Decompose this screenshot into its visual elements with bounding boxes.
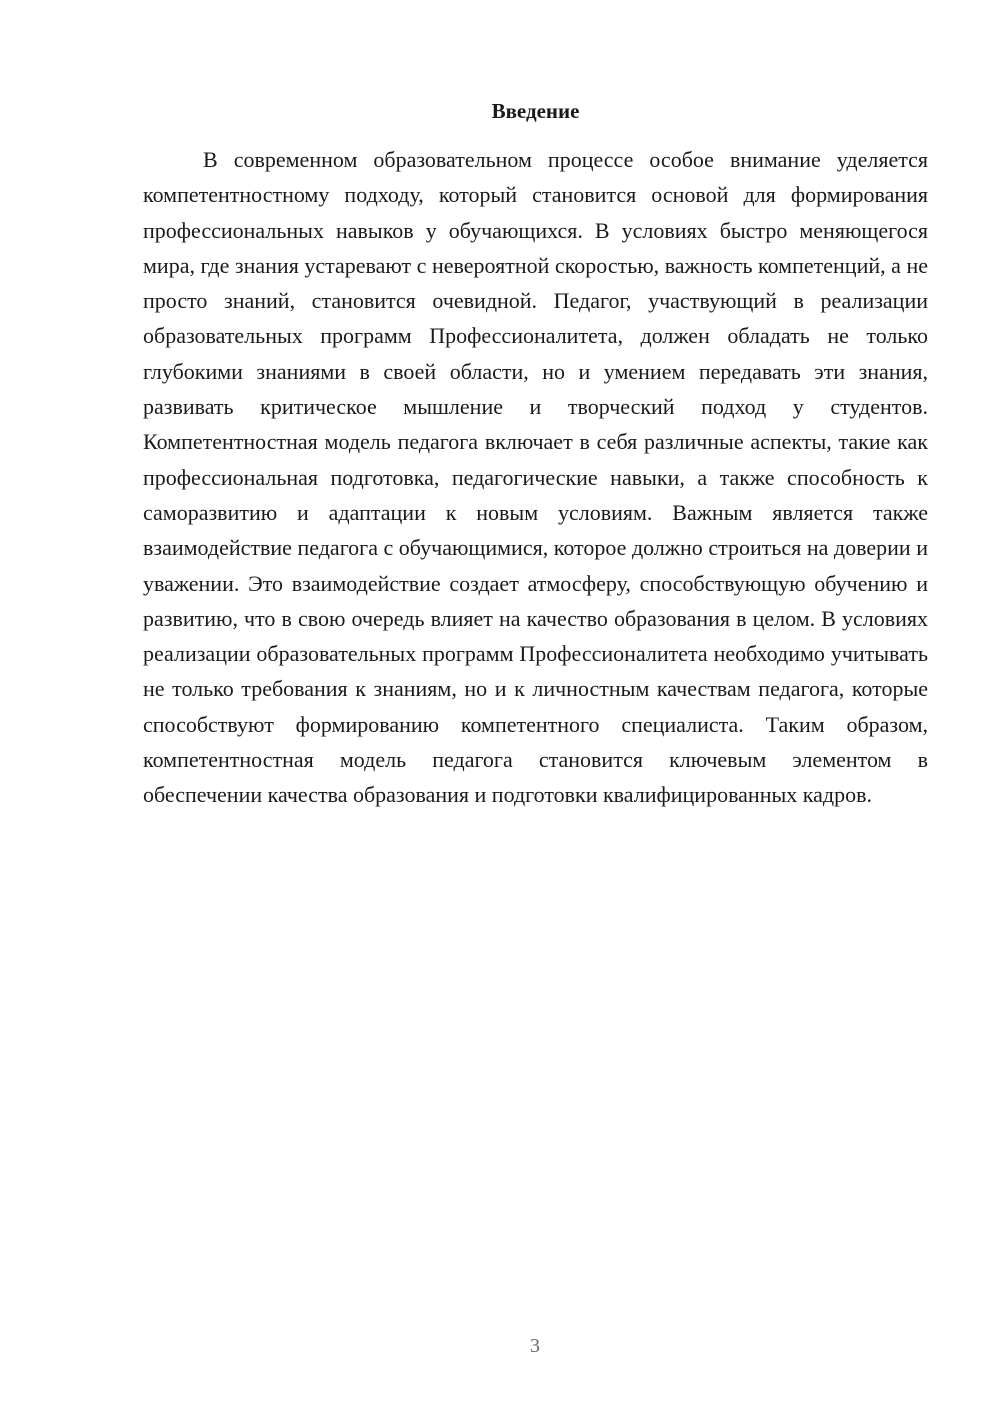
section-heading: Введение: [491, 99, 580, 123]
body-paragraph: В современном образовательном процессе особое внимание уделяется компетентностному подходу, который становится основой для формирования профессиональных навыков у обучающихся. В условиях быстро меняющегося мира, где знания устаревают с невероятной скоростью, важность компетенций, а не просто знаний, становится очевидной. Педагог, участвующий в реализации образовательных программ Профессионалитета, должен обладать не только глубокими знаниями в своей области, но и умением передавать эти знания, развивать критическое мышление и творческий подход у студентов. Компетентностная модель педагога включает в себя различные аспекты, такие как профессиональная подготовка, педагогические навыки, а также способность к саморазвитию и адаптации к новым условиям. Важным является также взаимодействие педагога с обучающимися, которое должно строиться на доверии и уважении. Это взаимодействие создает атмосферу, способствующую обучению и развитию, что в свою очередь влияет на качество образования в целом. В условиях реализации образовательных программ Профессионалитета необходимо учитывать не только требования к знаниям, но и к личностным качествам педагога, которые способствуют формированию компетентного специалиста. Таким образом, компетентностная модель педагога становится ключевым элементом в обеспечении качества образования и подготовки квалифицированных кадров.: [143, 147, 928, 808]
page-number: 3: [530, 1335, 540, 1357]
